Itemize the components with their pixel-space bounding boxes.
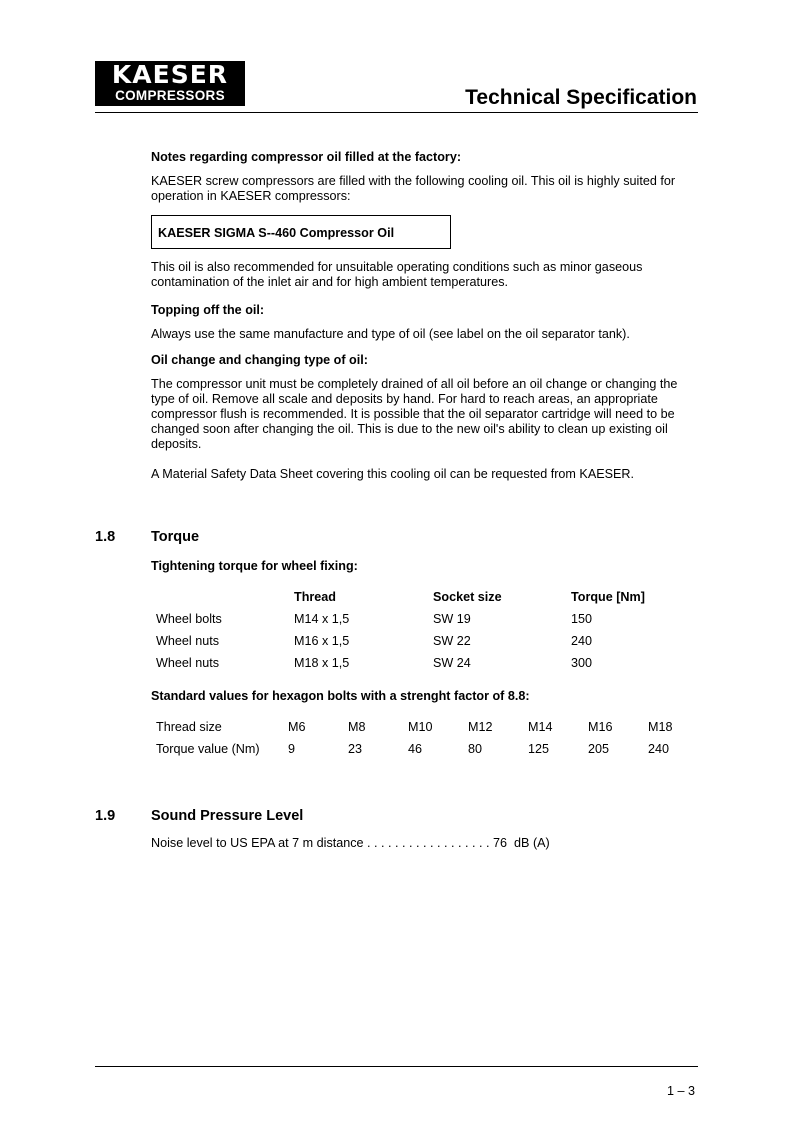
wheel-torque-table bbox=[156, 586, 645, 674]
table-cell: M6 bbox=[288, 720, 306, 734]
column-header: Thread bbox=[294, 590, 336, 604]
table-cell: 23 bbox=[348, 742, 363, 756]
oil-change-heading: Oil change and changing type of oil: bbox=[151, 353, 368, 367]
column-header bbox=[156, 586, 294, 608]
table-cell: Thread size bbox=[156, 720, 222, 734]
table-cell: M14 bbox=[528, 720, 553, 734]
table-cell: M12 bbox=[468, 720, 493, 734]
logo-line2: COMPRESSORS bbox=[115, 88, 225, 103]
noise-level-label: Noise level to US EPA at 7 m distance bbox=[151, 836, 364, 850]
table-cell: Torque value (Nm) bbox=[156, 742, 260, 756]
table-row bbox=[156, 716, 673, 738]
table-cell: 300 bbox=[571, 656, 593, 670]
table-row bbox=[156, 738, 673, 760]
table-cell: 9 bbox=[288, 742, 296, 756]
page-number: 1 – 3 bbox=[666, 1084, 695, 1098]
table-cell: M16 x 1,5 bbox=[294, 634, 350, 648]
table-row bbox=[156, 608, 645, 630]
document-title: Technical Specification bbox=[465, 86, 697, 109]
table-row bbox=[156, 652, 645, 674]
column-header: Socket size bbox=[433, 590, 502, 604]
section-title-sound: Sound Pressure Level bbox=[151, 808, 304, 824]
noise-level-value: 76 bbox=[493, 836, 508, 850]
table-cell: 80 bbox=[468, 742, 483, 756]
logo-line1: KAESER bbox=[111, 60, 229, 89]
table-cell: M16 bbox=[588, 720, 613, 734]
kaeser-logo bbox=[95, 61, 245, 106]
oil-change-text: The compressor unit must be completely drained of all oil before an oil change or changing the type of oil. Remove all scale and deposits by hand. For hard to reach areas, an appropriate compressor flush is recommended. It is possible that the oil separator cartridge will need to be changed soon after changing the oil. This is due to the new oil's ability to clean up existing oil deposits. bbox=[151, 377, 678, 451]
table-row bbox=[156, 630, 645, 652]
table-cell: 240 bbox=[648, 742, 670, 756]
hex-bolts-table bbox=[156, 716, 673, 760]
hex-bolts-heading: Standard values for hexagon bolts with a strenght factor of 8.8: bbox=[151, 689, 530, 703]
oil-notes-heading: Notes regarding compressor oil filled at the factory: bbox=[151, 150, 462, 164]
msds-text: A Material Safety Data Sheet covering this cooling oil can be requested from KAESER. bbox=[151, 467, 635, 481]
table-cell: 240 bbox=[571, 634, 593, 648]
table-cell: SW 22 bbox=[433, 634, 471, 648]
table-cell: M18 x 1,5 bbox=[294, 656, 350, 670]
table-cell: M14 x 1,5 bbox=[294, 612, 350, 626]
section-number-torque: 1.8 bbox=[95, 529, 116, 545]
table-header-row bbox=[156, 586, 645, 608]
noise-level-unit: dB (A) bbox=[514, 836, 550, 850]
table-cell: M10 bbox=[408, 720, 433, 734]
table-cell: SW 19 bbox=[433, 612, 471, 626]
oil-recommend-text: This oil is also recommended for unsuitable operating conditions such as minor gaseous contamination of the inlet air and for high ambient temperatures. bbox=[151, 260, 643, 289]
table-cell: 150 bbox=[571, 612, 593, 626]
topping-text: Always use the same manufacture and type of oil (see label on the oil separator tank). bbox=[151, 327, 630, 341]
table-cell: 125 bbox=[528, 742, 550, 756]
section-title-torque: Torque bbox=[151, 529, 200, 545]
header-rule bbox=[95, 112, 698, 113]
oil-name-box: KAESER SIGMA S--460 Compressor Oil bbox=[151, 215, 451, 249]
table-cell: 205 bbox=[588, 742, 610, 756]
footer-rule bbox=[95, 1066, 698, 1067]
section-number-sound: 1.9 bbox=[95, 808, 116, 824]
column-header: Torque [Nm] bbox=[571, 590, 645, 604]
table-cell: Wheel nuts bbox=[156, 656, 219, 670]
topping-heading: Topping off the oil: bbox=[151, 303, 265, 317]
table-cell: SW 24 bbox=[433, 656, 471, 670]
table-cell: M8 bbox=[348, 720, 366, 734]
table-cell: 46 bbox=[408, 742, 423, 756]
noise-level-line bbox=[151, 836, 701, 851]
wheel-torque-heading: Tightening torque for wheel fixing: bbox=[151, 559, 358, 573]
table-cell: M18 bbox=[648, 720, 673, 734]
oil-intro-text: KAESER screw compressors are filled with the following cooling oil. This oil is highly suited for operation in KAESER compressors: bbox=[151, 174, 676, 203]
table-cell: Wheel bolts bbox=[156, 612, 222, 626]
table-cell: Wheel nuts bbox=[156, 634, 219, 648]
leader-dots: . . . . . . . . . . . . . . . . . . bbox=[363, 836, 494, 850]
